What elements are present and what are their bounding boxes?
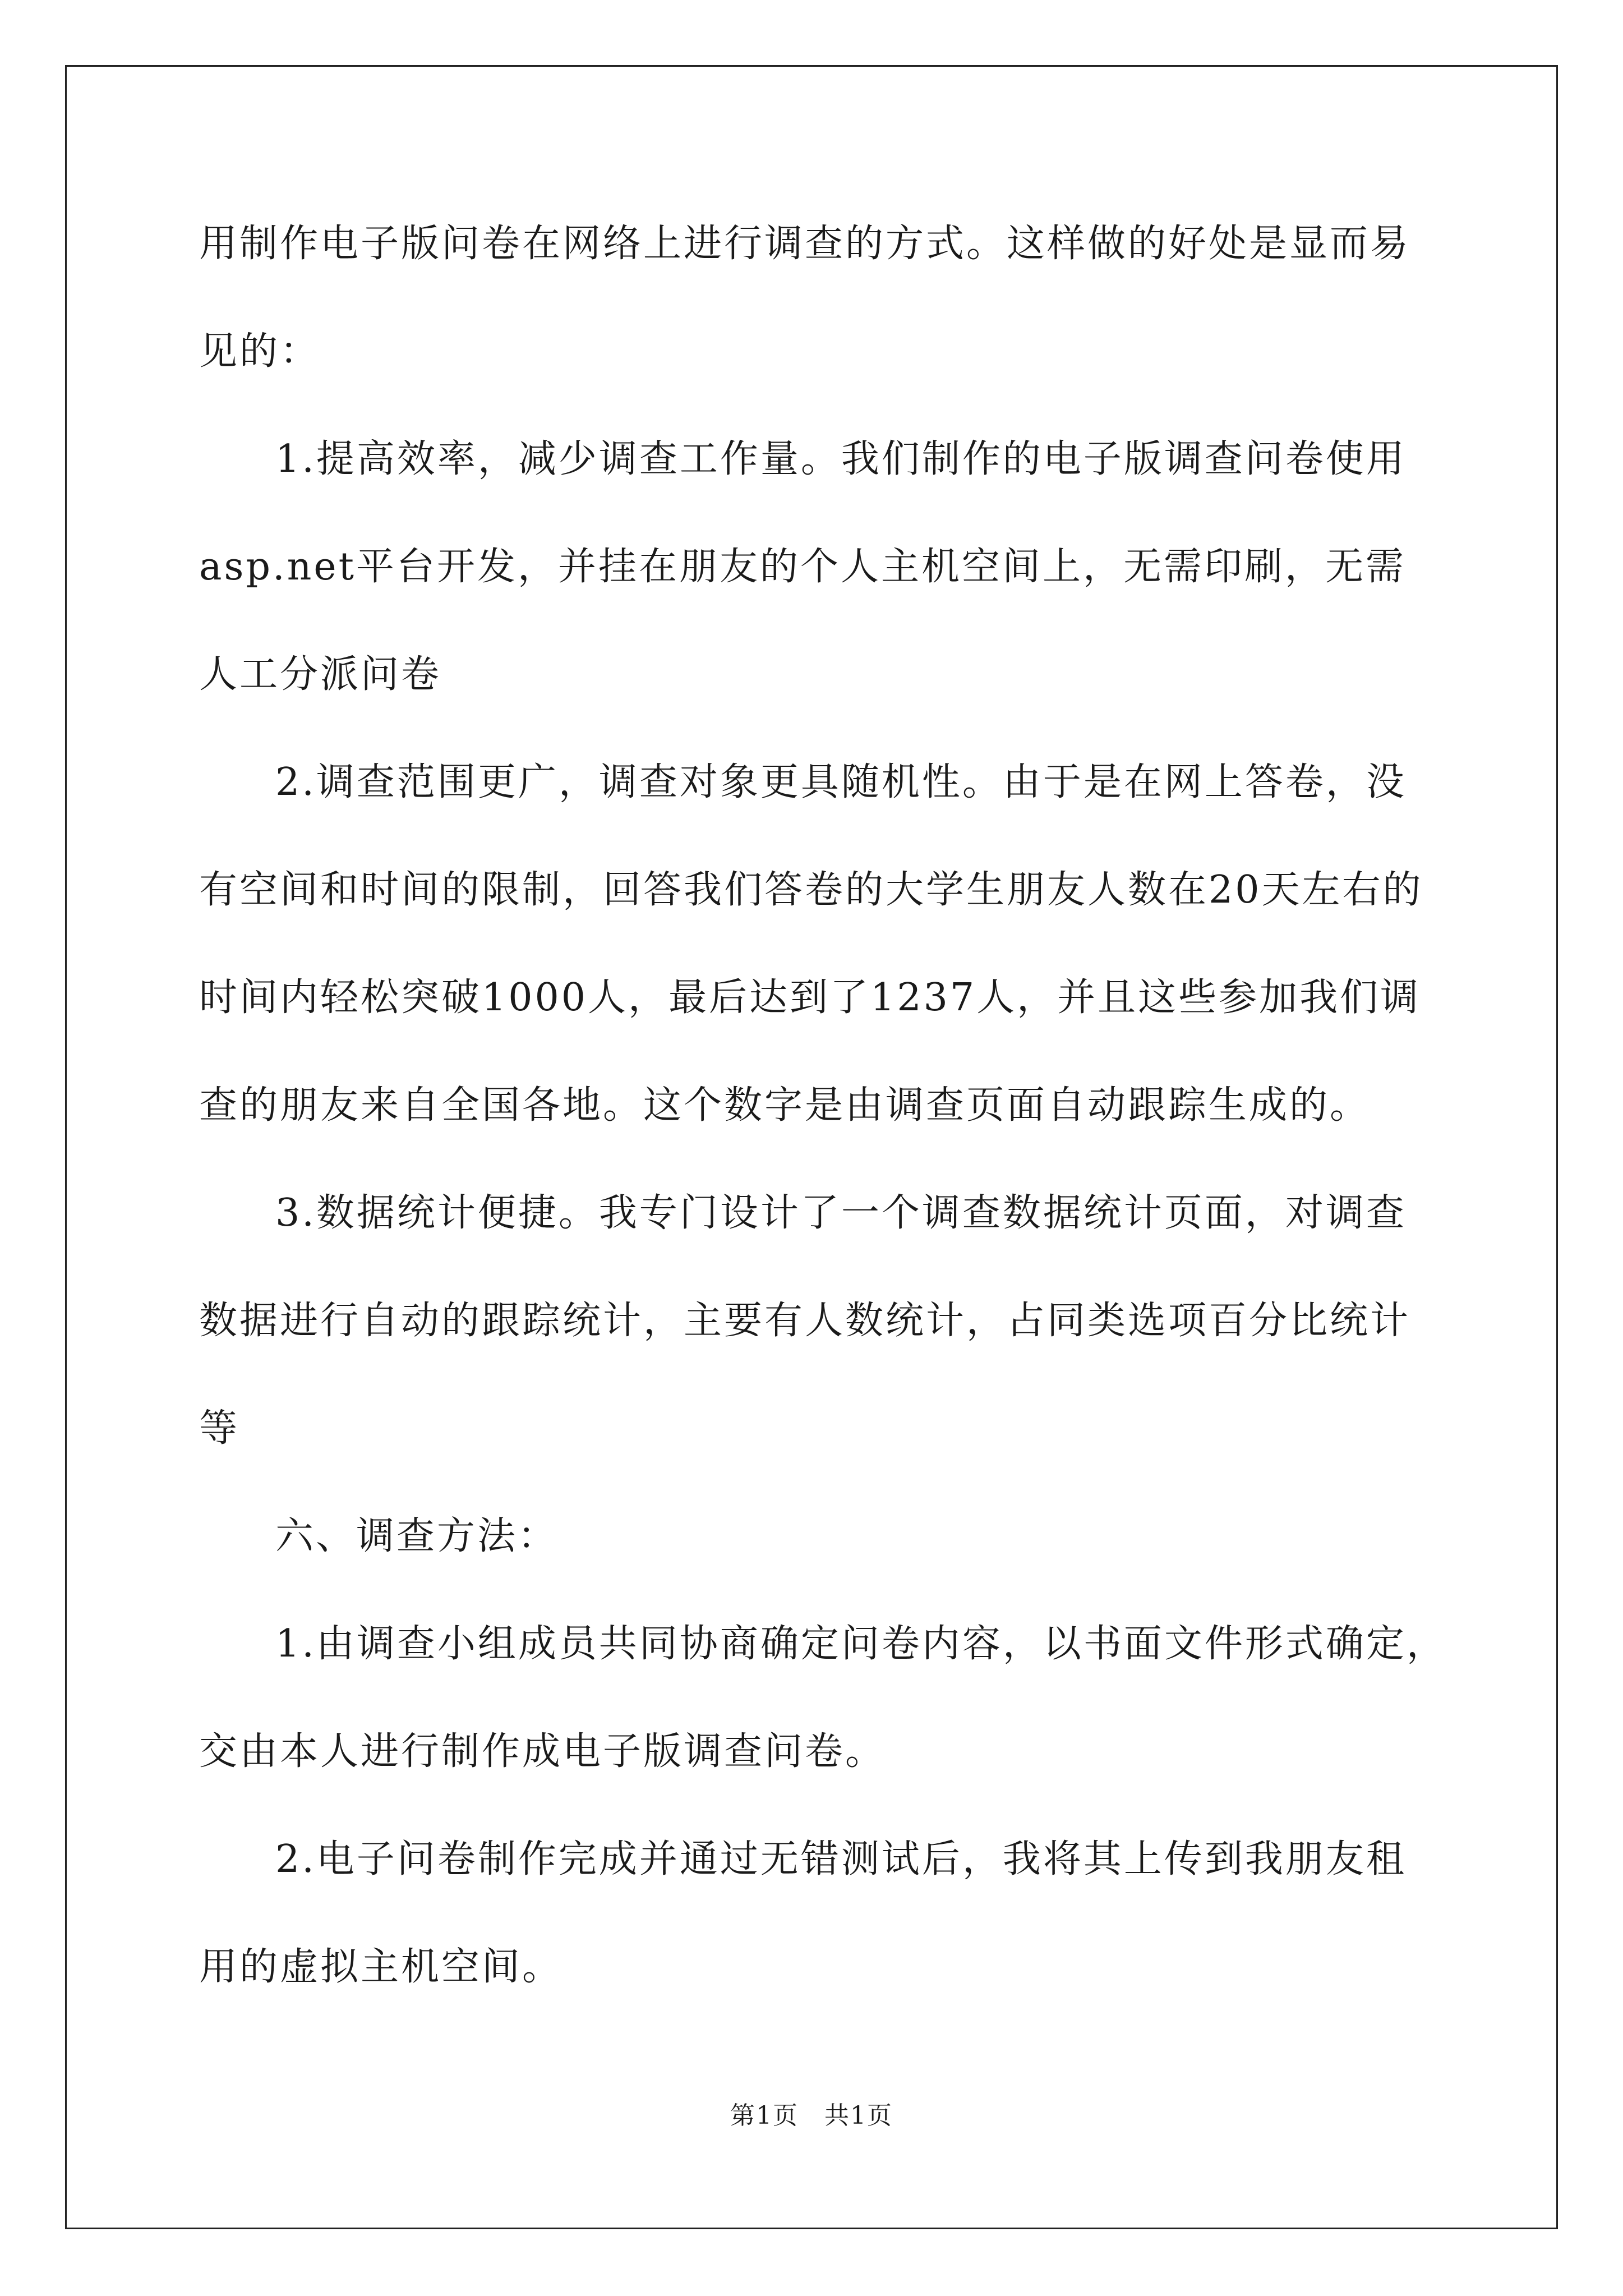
- text-line: 用制作电子版问卷在网络上进行调查的方式。这样做的好处是显而易: [199, 222, 1411, 266]
- text-line: 交由本人进行制作成电子版调查问卷。: [199, 1729, 886, 1774]
- text-line: 用的虚拟主机空间。: [199, 1945, 563, 1989]
- text-line: asp.net平台开发，并挂在朋友的个人主机空间上，无需印刷，无需: [199, 545, 1406, 589]
- text-line: 人工分派问卷: [199, 652, 442, 697]
- text-line: 查的朋友来自全国各地。这个数字是由调查页面自动跟踪生成的。: [199, 1083, 1371, 1128]
- text-line: 1.由调查小组成员共同协商确定问卷内容，以书面文件形式确定，: [275, 1622, 1447, 1666]
- text-line: 时间内轻松突破1000人，最后达到了1237人，并且这些参加我们调: [199, 976, 1421, 1020]
- text-line: 3.数据统计便捷。我专门设计了一个调查数据统计页面，对调查: [275, 1191, 1407, 1235]
- text-line: 等: [199, 1406, 240, 1451]
- text-line: 见的：: [199, 329, 321, 374]
- text-line: 2.电子问卷制作完成并通过无错测试后，我将其上传到我朋友租: [275, 1837, 1407, 1881]
- page-number-footer: 第1页 共1页: [730, 2101, 893, 2130]
- document-body: [199, 213, 1447, 2044]
- text-line: 1.提高效率，减少调查工作量。我们制作的电子版调查问卷使用: [275, 437, 1407, 481]
- text-line: 有空间和时间的限制，回答我们答卷的大学生朋友人数在20天左右的: [199, 868, 1423, 912]
- text-line: 数据进行自动的跟踪统计，主要有人数统计，占同类选项百分比统计: [199, 1299, 1411, 1343]
- text-line: 2.调查范围更广，调查对象更具随机性。由于是在网上答卷，没: [275, 760, 1407, 804]
- section-heading: 六、调查方法：: [275, 1514, 559, 1558]
